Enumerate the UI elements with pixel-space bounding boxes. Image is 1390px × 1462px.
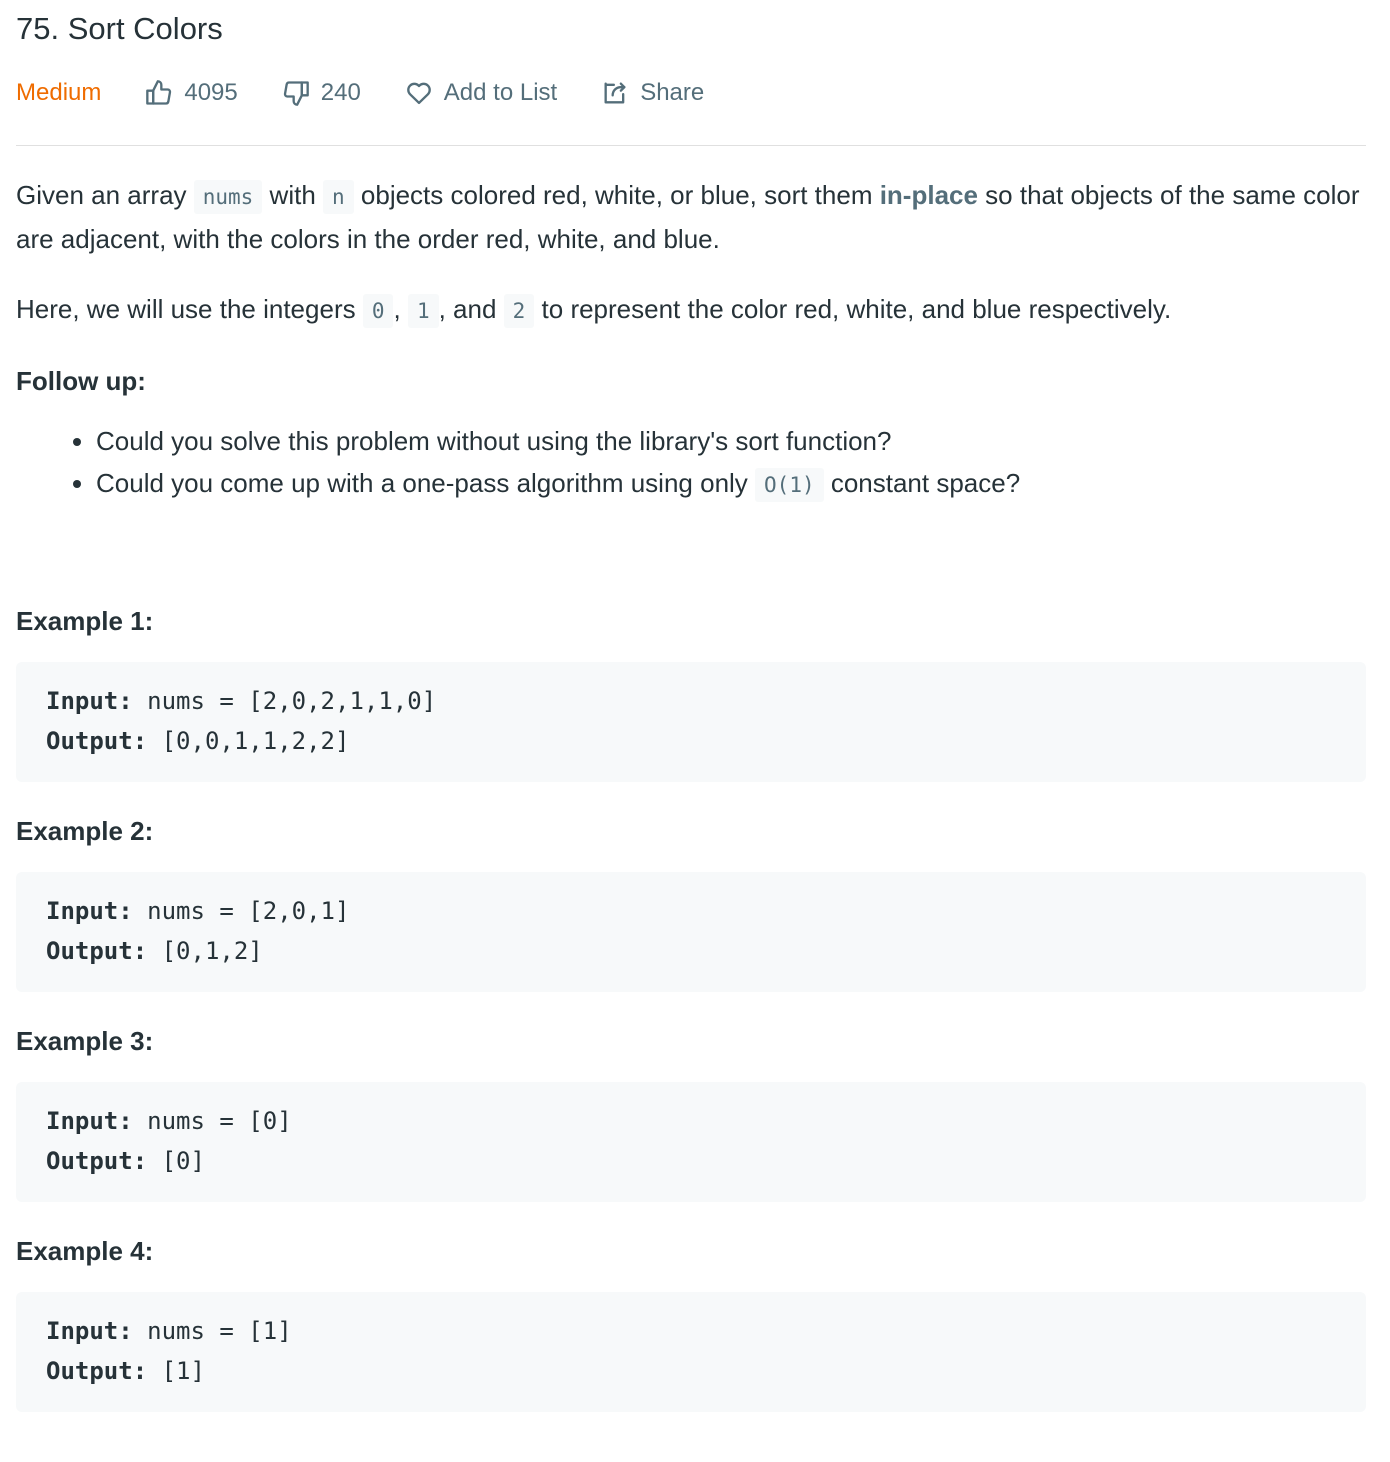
example-title: Example 3: <box>16 1026 154 1056</box>
dislike-button[interactable] <box>282 79 361 107</box>
follow-up-heading: Follow up: <box>16 366 146 396</box>
problem-description <box>16 174 1366 506</box>
like-button[interactable] <box>145 79 237 107</box>
heart-icon <box>405 79 433 107</box>
example-title: Example 4: <box>16 1236 154 1266</box>
like-count: 4095 <box>184 79 238 106</box>
inline-code: 2 <box>504 294 535 328</box>
problem-toolbar <box>16 71 1366 115</box>
problem-title: 75. Sort Colors <box>16 11 223 46</box>
inline-code: 0 <box>363 294 394 328</box>
add-to-list-label: Add to List <box>443 79 558 106</box>
example-block: Input: nums = [0] Output: [0] <box>16 1082 1366 1202</box>
list-item: • Could you solve this problem without using the library's sort function? <box>96 420 1366 462</box>
divider <box>16 145 1366 146</box>
inline-code: n <box>323 180 354 214</box>
thumbs-up-icon <box>145 79 173 107</box>
problem-page <box>16 0 1366 1412</box>
example-block: Input: nums = [2,0,1] Output: [0,1,2] <box>16 872 1366 992</box>
thumbs-down-icon <box>282 79 310 107</box>
inline-code: O(1) <box>755 468 824 502</box>
example-title: Example 2: <box>16 816 154 846</box>
inline-code: nums <box>194 180 263 214</box>
inline-code: 1 <box>408 294 439 328</box>
list-item: • Could you come up with a one-pass algorithm using only O(1) constant space? <box>96 462 1366 506</box>
follow-up-list <box>16 420 1366 506</box>
example-block: Input: nums = [1] Output: [1] <box>16 1292 1366 1412</box>
dislike-count: 240 <box>320 79 361 106</box>
share-icon <box>601 79 629 107</box>
add-to-list-button[interactable] <box>405 79 557 107</box>
description-paragraph: Here, we will use the integers 0 , 1 , and 2 to represent the color red, white, and blue respectively. <box>16 288 1366 332</box>
example-title: Example 1: <box>16 606 154 636</box>
emphasis-in-place: in-place <box>879 180 978 210</box>
difficulty-badge: Medium <box>16 79 102 106</box>
description-paragraph: Given an array nums with n objects colored red, white, or blue, sort them in-place so that objects of the same color are adjacent, with the colors in the order red, white, and blue. <box>16 180 1360 254</box>
share-label: Share <box>640 79 705 106</box>
share-button[interactable] <box>601 79 704 107</box>
example-block: Input: nums = [2,0,2,1,1,0] Output: [0,0,1,1,2,2] <box>16 662 1366 782</box>
